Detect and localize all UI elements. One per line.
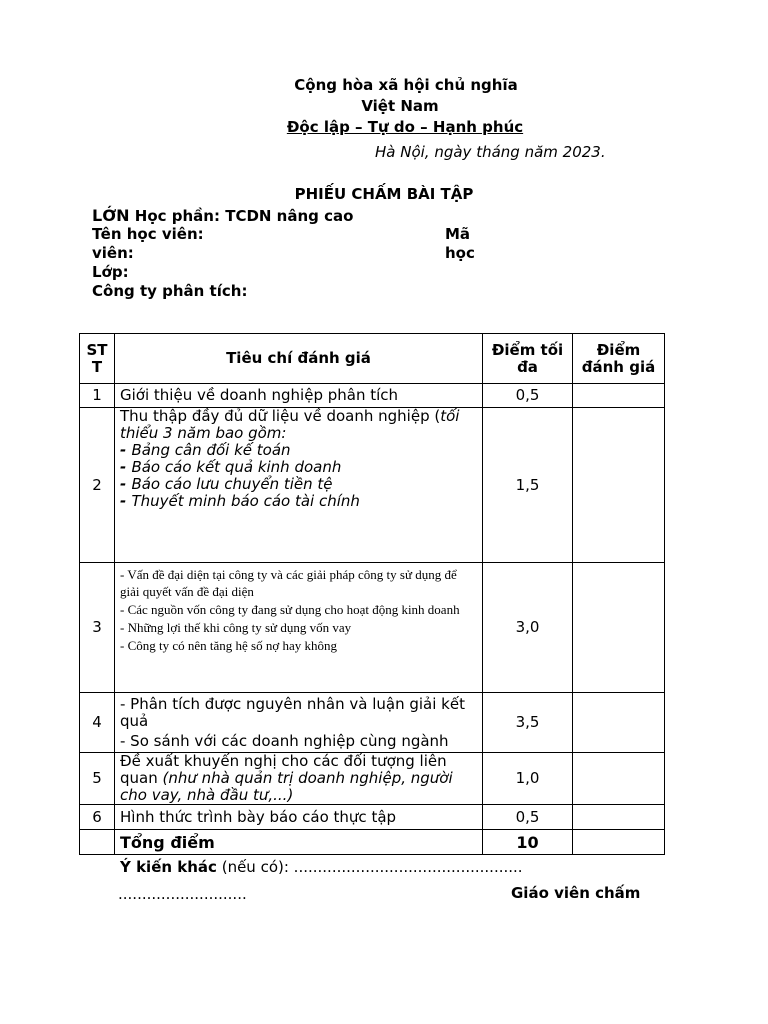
class-row [92, 263, 353, 282]
table-header-row [80, 334, 665, 384]
opinion-line [120, 858, 523, 876]
list-item: - Báo cáo lưu chuyển tiền tệ [120, 475, 333, 493]
table-row [80, 805, 665, 830]
company-row [92, 282, 353, 301]
class-prefix: LỚN [92, 206, 130, 225]
student-info [92, 206, 475, 301]
table-total-row [80, 830, 665, 855]
list-item: - Báo cáo kết quả kinh doanh [120, 458, 342, 476]
list-item: - Những lợi thế khi công ty sử dụng vốn vay [120, 620, 352, 635]
student-row [92, 225, 475, 262]
date-line: Hà Nội, ngày tháng năm 2023. [375, 143, 606, 161]
opinion-rest: (nếu có): ................................................ [216, 858, 523, 876]
motto-text: Độc lập – Tự do – Hạnh phúc [286, 118, 524, 136]
row-max: 0,5 [483, 384, 573, 408]
row-max: 3,0 [483, 563, 573, 693]
header-line-2: Việt Nam [361, 97, 439, 115]
student-code-label: Mã học [445, 225, 475, 262]
list-item: - So sánh với các doanh nghiệp cùng ngành [120, 731, 449, 750]
course-name: Học phần: TCDN nâng cao [134, 207, 354, 225]
student-code-cont-row [92, 244, 353, 263]
table-row [80, 693, 665, 753]
total-score-cell[interactable] [573, 830, 665, 855]
opinion-dots: ........................... [118, 885, 247, 903]
list-item: - Vấn đề đại diện tại công ty và các giải pháp công ty sử dụng để giải quyết vấn đề đại diện [120, 567, 457, 599]
total-value: 10 [483, 830, 573, 855]
row-score-cell[interactable] [573, 753, 665, 805]
table-row [80, 408, 665, 563]
row-score-cell[interactable] [573, 693, 665, 753]
row-max: 3,5 [483, 693, 573, 753]
list-item: - Thuyết minh báo cáo tài chính [120, 492, 360, 510]
student-code-label-cont: viên: [92, 244, 134, 262]
row-criteria [115, 693, 483, 753]
row-max: 1,5 [483, 408, 573, 563]
list-item: - Công ty có nên tăng hệ số nợ hay không [120, 638, 338, 653]
form-title: PHIẾU CHẤM BÀI TẬP [294, 185, 474, 203]
row-stt: 1 [80, 384, 115, 408]
row-score-cell[interactable] [573, 384, 665, 408]
row-score-cell[interactable] [573, 805, 665, 830]
list-item: - Các nguồn vốn công ty đang sử dụng cho hoạt động kinh doanh [120, 602, 460, 617]
criteria-main: Đề xuất khuyến nghị cho các đối tượng liên quan [120, 752, 447, 787]
row-criteria [115, 563, 483, 693]
criteria-italic: tối thiểu 3 năm bao gồm: [120, 407, 460, 442]
row-score-cell[interactable] [573, 563, 665, 693]
table-row [80, 563, 665, 693]
total-label: Tổng điểm [115, 830, 483, 855]
row-criteria: Giới thiệu về doanh nghiệp phân tích [115, 384, 483, 408]
opinion-label: Ý kiến khác [120, 858, 217, 876]
table-row [80, 753, 665, 805]
row-criteria [115, 408, 483, 563]
row-stt: 5 [80, 753, 115, 805]
header-stt: ST T [80, 334, 115, 384]
list-item: - Phân tích được nguyên nhân và luận giải kết quả [120, 694, 465, 730]
row-score-cell[interactable] [573, 408, 665, 563]
row-stt: 2 [80, 408, 115, 563]
row-criteria: Hình thức trình bày báo cáo thực tập [115, 805, 483, 830]
header-line-1: Cộng hòa xã hội chủ nghĩa [294, 76, 518, 94]
header-score: Điểm đánh giá [573, 334, 665, 384]
teacher-label: Giáo viên chấm [511, 884, 641, 902]
row-stt: 4 [80, 693, 115, 753]
course-row [92, 206, 353, 225]
class-label: Lớp: [92, 263, 129, 281]
header-criteria: Tiêu chí đánh giá [115, 334, 483, 384]
row-stt: 3 [80, 563, 115, 693]
header-max: Điểm tối đa [483, 334, 573, 384]
student-label: Tên học viên: [92, 225, 204, 243]
row-stt: 6 [80, 805, 115, 830]
row-max: 0,5 [483, 805, 573, 830]
list-item: - Bảng cân đối kế toán [120, 441, 291, 459]
criteria-italic: (như nhà quản trị doanh nghiệp, người cho vay, nhà đầu tư,...) [120, 769, 453, 804]
company-label: Công ty phân tích: [92, 282, 248, 300]
table-row [80, 384, 665, 408]
total-stt-cell [80, 830, 115, 855]
header-motto [0, 117, 768, 137]
criteria-main: Thu thập đầy đủ dữ liệu về doanh nghiệp ( [120, 407, 441, 425]
grading-table [79, 333, 665, 855]
row-max: 1,0 [483, 753, 573, 805]
row-criteria [115, 753, 483, 805]
